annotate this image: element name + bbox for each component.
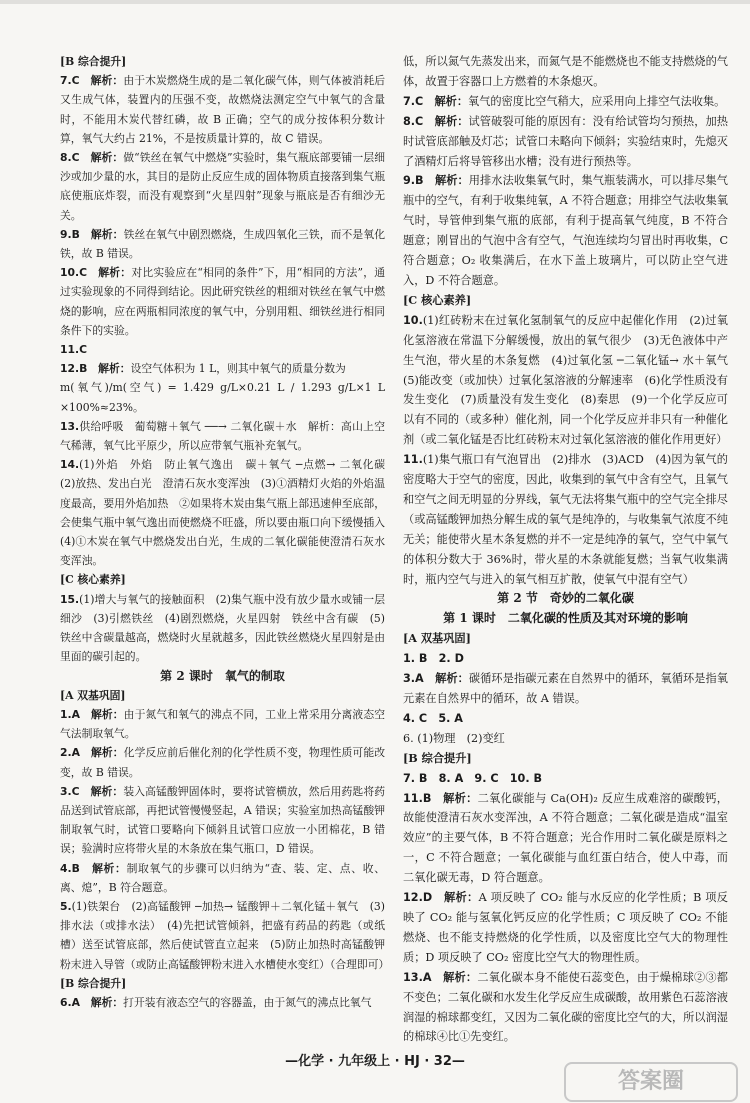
right-column [403,52,740,1047]
answer-continuation: 低，所以氮气先蒸发出来，而氮气是不能燃烧也不能支持燃烧的气体，故置于容器口上方燃着的木条熄灭。 [403,55,728,88]
answer-item: 7.C 解析：由于木炭燃烧生成的是二氧化碳气体，则气体被消耗后又生成气体，装置内的压强不变，故燃烧法测定空气中氧气的含量时，不能用木炭代替红磷，故 B 正确；空气的成分按体积分数计算，氧气大约占 21%，不是按质量计算的，故 C 错误。 [60,74,386,145]
answer-item: 3.C 解析：装入高锰酸钾固体时，要将试管横放，然后用药匙将药品送到试管底部，再把试管慢慢竖起，A 错误；实验室加热高锰酸钾制取氧气时，试管口要略向下倾斜且试管口应放一小团棉花，B 错误；验满时应将带火星的木条放在集气瓶口，D 错误。 [60,784,386,856]
section-label: [A 双基巩固] [60,688,126,702]
answer-item: 9.B 解析：铁丝在氧气中剧烈燃烧，生成四氧化三铁，而不是氧化铁，故 B 错误。 [60,227,386,261]
lesson-heading: 第 2 课时 氧气的制取 [160,668,285,683]
answer-item: 13.A 解析：二氧化碳本身不能使石蕊变色，由于燥棉球②③都不变色；二氧化碳和水发生化学反应生成碳酸，故用紫色石蕊溶液润湿的棉球都变红，又因为二氧化碳的密度比空气的大，所以润湿的棉球④比①先变红。 [403,969,728,1044]
answer-item: 10.C 解析：对比实验应在“相同的条件”下，用“相同的方法”，通过实验现象的不同得到结论。因此研究铁丝的粗细对铁丝在氧气中燃烧的影响，应在两瓶相同浓度的氧气中，分别用粗、细铁丝进行相同条件下的实验。 [60,266,386,337]
answer-item: 6.A 解析：打开装有液态空气的容器盖，由于氮气的沸点比氧气 [60,995,372,1009]
watermark-logo: 答案圈 [564,1062,738,1102]
answer-item: 1. B 2. D [403,652,464,666]
answer-item: 11.C [60,343,88,357]
answer-item: 6. (1)物理 (2)变红 [403,731,505,745]
answer-item: 7. B 8. A 9. C 10. B [403,771,542,785]
answer-item: 9.B 解析：用排水法收集氧气时，集气瓶装满水，可以排尽集气瓶中的空气，有利于收集纯氧，A 不符合题意；用排空气法收集氧气时，导管伸到集气瓶的底部，有利于提高氧气纯度，B 不符合题意；刚冒出的气泡中含有空气，气泡连续均匀冒出时再收集，C 符合题意；O₂ 收集满后，在水下盖上玻璃片，可以防止空气进入，D 不符合题意。 [403,173,728,287]
answer-item: 10.(1)红砖粉末在过氧化氢制氧气的反应中起催化作用 (2)过氧化氢溶液在常温下分解缓慢，放出的氧气很少 (3)无色液体中产生气泡，带火星的木条复燃 (4)过氧化氢 ─二氧化锰→ 水＋氧气 (5)能改变（或加快）过氧化氢溶液的分解速率 (6)化学性质没有发生变化 (7)质量没有发生变化 (8)秦思 (9)一个化学反应可以有不同的（或多种）催化剂，同一个化学反应并非只有一种催化剂（或二氧化锰是否比红砖粉末对过氧化氢溶液的催化作用更好） [403,313,740,447]
answer-item: 12.D 解析：A 项反映了 CO₂ 能与水反应的化学性质；B 项反映了 CO₂ 能与氢氧化钙反应的化学性质；C 项反映了 CO₂ 不能燃烧、也不能支持燃烧的化学性质，以及密度比空气大的物理性质；D 项反映了 CO₂ 密度比空气大的物理性质。 [403,890,728,964]
answer-item: 1.A 解析：由于氮气和氧气的沸点不同，工业上常采用分离液态空气法制取氧气。 [60,707,386,741]
section-heading: 第 2 节 奇妙的二氧化碳 [497,591,634,606]
section-label: [C 核心素养] [60,573,126,587]
answer-item: 14.(1)外焰 外焰 防止氧气逸出 碳＋氧气 ─点燃→ 二氧化碳 (2)放热、发出白光 澄清石灰水变浑浊 (3)①酒精灯火焰的外焰温度最高，要用外焰加热 ②如果将木炭由集气瓶上部迅速伸至底部，会使集气瓶中氧气逸出而使燃烧不旺盛，所以要由瓶口向下缓慢插入 (4)①木炭在氧气中燃烧发出白光，生成的二氧化碳能使澄清石灰水变浑浊。 [60,458,396,568]
section-label: [B 综合提升] [60,976,127,990]
answer-item: 15.(1)增大与氧气的接触面积 (2)集气瓶中没有放少量水或铺一层细沙 (3)引燃铁丝 (4)剧烈燃烧，火星四射 铁丝中含有碳 (5)铁丝中含碳量越高，燃烧时火星就越多，因此铁丝燃烧火星四射是由里面的碳引起的。 [60,592,385,664]
left-column [60,52,396,1012]
answer-item: 11.B 解析：二氧化碳能与 Ca(OH)₂ 反应生成难溶的碳酸钙，故能使澄清石灰水变浑浊，A 不符合题意；二氧化碳是造成“温室效应”的主要气体，B 不符合题意；光合作用时二氧化碳是原料之一，C 不符合题意；一氧化碳能与血红蛋白结合，使人中毒，而二氧化碳无毒，D 符合题意。 [403,790,728,885]
answer-item: 13.供给呼吸 葡萄糖＋氧气 ──→ 二氧化碳＋水 解析：高山上空气稀薄，氧气比平原少，所以应带氧气瓶补充氧气。 [60,419,385,453]
lesson-heading: 第 1 课时 二氧化碳的性质及其对环境的影响 [443,611,688,626]
mass-fraction-formula: m(氧气)/m(空气) = 1.429 g/L×0.21 L / 1.293 g/L×1 L ×100%≈23%。 [60,381,385,414]
answer-item: 8.C 解析：试管破裂可能的原因有：没有给试管均匀预热，加热时试管底部触及灯芯；试管口未略向下倾斜；实验结束时，先熄灭了酒精灯后将导管移出水槽；没有进行预热等。 [403,113,728,168]
section-label: [B 综合提升] [403,750,472,765]
answer-item: 4. C 5. A [403,711,463,725]
answer-item: 8.C 解析：做“铁丝在氧气中燃烧”实验时，集气瓶底部要铺一层细沙或加少量的水，其目的是防止反应生成的固体物质直接落到集气瓶底使瓶底炸裂，而没有观察到“火星四射”现象与瓶底是否有细沙无关。 [60,151,386,222]
answer-item: 4.B 解析：制取氧气的步骤可以归纳为“查、装、定、点、收、离、熄”，B 符合题意。 [60,861,386,894]
answer-item: 7.C 解析：氧气的密度比空气稍大，应采用向上排空气法收集。 [403,93,726,108]
answer-item: 5.(1)铁架台 (2)高锰酸钾 ─加热→ 锰酸钾＋二氧化锰＋氧气 (3)排水法（或排水法） (4)先把试管倾斜，把盛有药品的药匙（或纸槽）送至试管底部，然后使试管直立起来 (5)防止加热时高锰酸钾粉末进入导管（或防止高锰酸钾粉末进入水槽使水变红）（合理即可） [60,899,390,971]
top-edge [0,0,750,4]
page-footer: —化学 · 九年级上 · HJ · 32— [285,1054,465,1069]
section-label: [C 核心素养] [403,292,472,307]
answer-item: 3.A 解析：碳循环是指碳元素在自然界中的循环，氧循环是指氧元素在自然界中的循环，故 A 错误。 [403,671,728,705]
section-label: [A 双基巩固] [403,631,471,646]
section-label: [B 综合提升] [60,55,127,68]
answer-item: 2.A 解析：化学反应前后催化剂的化学性质不变，物理性质可能改变，故 B 错误。 [60,746,386,779]
answer-item: 11.(1)集气瓶口有气泡冒出 (2)排水 (3)ACD (4)因为氧气的密度略大于空气的密度，因此，收集到的氧气中含有空气，且氧气和空气之间无明显的分界线，氧气无法将集气瓶中的空气完全排尽（或高锰酸钾加热分解生成的氧气是纯净的，与收集氧气浓度不纯无关；能使带火星木条复燃的并不一定是纯净的氧气，空气中氧气的体积分数大于 36%时，带火星的木条就能复燃；当氧气收集满时，瓶内空气与进入的氧气相互扩散，使氧气中混有空气） [403,453,728,586]
answer-item: 12.B 解析：设空气体积为 1 L，则其中氧气的质量分数为 m(氧气)/m(空气) = 1.429 g/L×0.21 L / 1.293 g/L×1 L ×100%≈23%。 [60,362,385,414]
